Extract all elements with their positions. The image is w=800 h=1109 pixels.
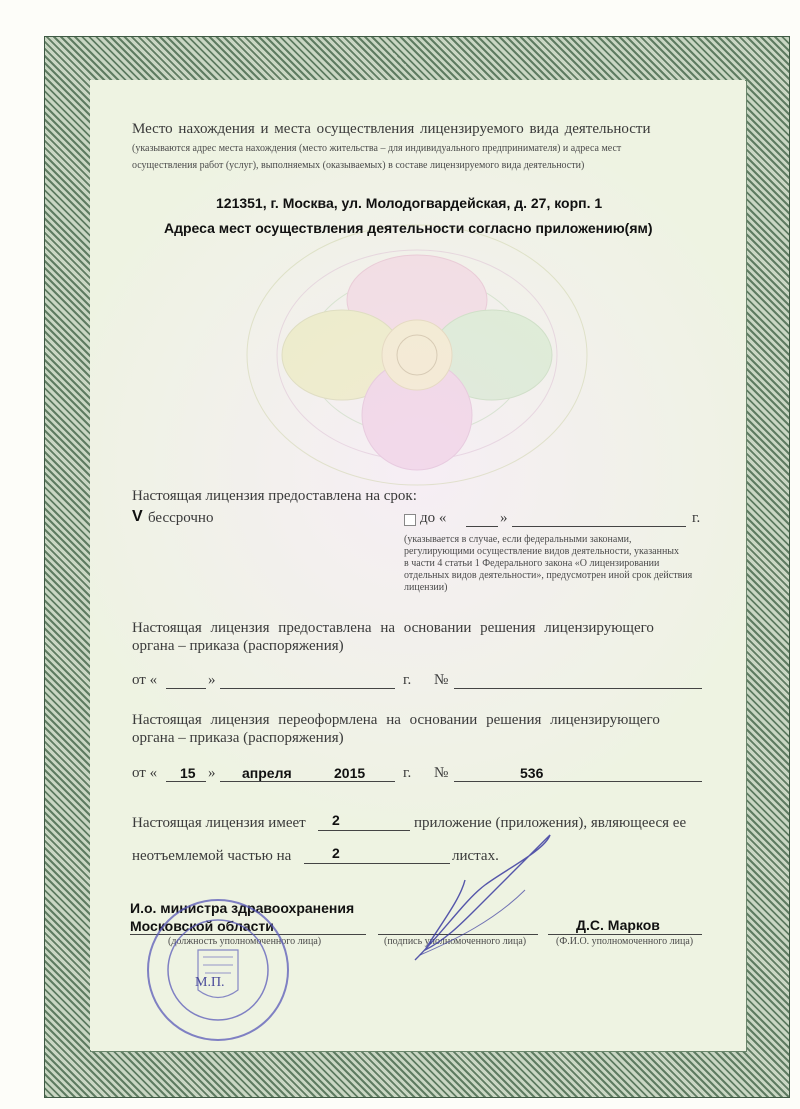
- handwritten-signature: [405, 830, 555, 970]
- position-caption: (должность уполномоченного лица): [168, 936, 322, 947]
- indefinite-check-mark: V: [132, 508, 143, 525]
- signature-caption: (подпись уполномоченного лица): [384, 936, 527, 947]
- rosette-watermark: [232, 210, 602, 500]
- granted-day-line: [166, 688, 206, 689]
- term-heading: Настоящая лицензия предоставлена на срок:: [132, 488, 417, 504]
- granted-number-label: №: [434, 672, 449, 688]
- reissued-line1: Настоящая лицензия переоформлена на основании решения лицензирующего: [132, 712, 660, 728]
- sheets-count: 2: [332, 845, 340, 861]
- reissued-month: апреля: [242, 765, 292, 781]
- granted-date-line: [220, 688, 395, 689]
- appendix-suffix: приложение (приложения), являющееся ее: [414, 815, 687, 831]
- sheets-suffix: листах.: [452, 848, 499, 864]
- reissued-year: 2015: [334, 765, 366, 781]
- official-name: Д.С. Марков: [576, 917, 660, 933]
- printer-imprint: [220, 1094, 780, 1102]
- location-heading: Место нахождения и места осуществления лицензируемого вида деятельности: [132, 121, 651, 137]
- granted-number-line: [454, 688, 702, 689]
- term-note-line5: лицензии): [404, 582, 448, 593]
- reissued-number: 536: [520, 765, 544, 781]
- location-note-line2: осуществления работ (услуг), выполняемых (оказываемых) в составе лицензируемого вида деятельности): [132, 160, 585, 171]
- reissued-line2: органа – приказа (распоряжения): [132, 730, 344, 746]
- official-seal: [143, 895, 293, 1045]
- until-label: до «: [420, 510, 447, 526]
- reissued-date-line: [220, 781, 395, 782]
- activity-places: Адреса мест осуществления деятельности согласно приложению(ям): [164, 220, 653, 236]
- granted-quote-close: »: [208, 672, 216, 688]
- appendix-count-line: [318, 830, 410, 831]
- reissued-day: 15: [180, 765, 196, 781]
- reissued-number-label: №: [434, 765, 449, 781]
- reissued-day-line: [166, 781, 206, 782]
- reissued-year-suffix: г.: [403, 765, 412, 781]
- term-note-line4: отдельных видов деятельности», предусмотрен иной срок действия: [404, 570, 693, 581]
- name-caption: (Ф.И.О. уполномоченного лица): [556, 936, 694, 947]
- granted-line2: органа – приказа (распоряжения): [132, 638, 344, 654]
- name-line: [548, 934, 702, 935]
- stamp-mp: М.П.: [195, 975, 225, 990]
- until-year-suffix: г.: [692, 510, 701, 526]
- term-note-line3: в части 4 статьи 1 Федерального закона «О лицензировании: [404, 558, 660, 569]
- term-note-line1: (указывается в случае, если федеральными законами,: [404, 534, 632, 545]
- integral-label: неотъемлемой частью на: [132, 848, 292, 864]
- until-date-line: [512, 526, 686, 527]
- until-checkbox: [404, 514, 416, 526]
- granted-line1: Настоящая лицензия предоставлена на основании решения лицензирующего: [132, 620, 654, 636]
- until-day-line: [466, 526, 498, 527]
- reissued-quote-close: »: [208, 765, 216, 781]
- official-position-line1: И.о. министра здравоохранения: [130, 900, 355, 916]
- official-position-line2: Московской области: [130, 918, 274, 934]
- indefinite-label: бессрочно: [148, 510, 214, 526]
- appendix-count: 2: [332, 812, 340, 828]
- term-note-line2: регулирующими осуществление видов деятельности, указанных: [404, 546, 680, 557]
- reissued-number-line: [454, 781, 702, 782]
- location-note-line1: (указываются адрес места нахождения (место жительства – для индивидуального предпринимателя) и адреса мест: [132, 143, 622, 154]
- reissued-from-label: от «: [132, 765, 158, 781]
- appendix-has-label: Настоящая лицензия имеет: [132, 815, 306, 831]
- address: 121351, г. Москва, ул. Молодогвардейская, д. 27, корп. 1: [216, 195, 603, 211]
- granted-year-suffix: г.: [403, 672, 412, 688]
- granted-from-label: от «: [132, 672, 158, 688]
- until-quote-close: »: [500, 510, 508, 526]
